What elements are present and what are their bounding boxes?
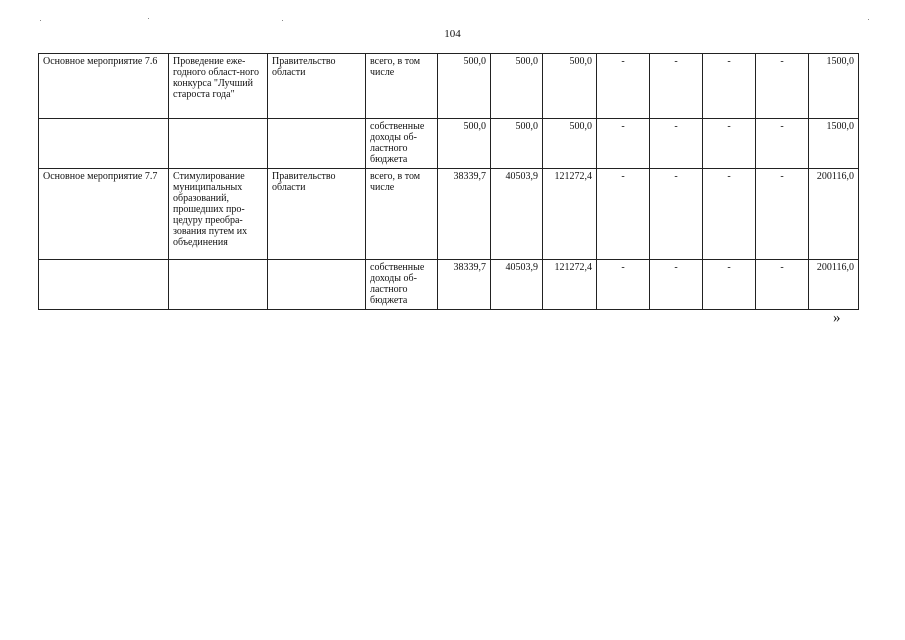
table-row xyxy=(39,119,859,169)
activity-cell xyxy=(39,119,169,169)
value-cell: 500,0 xyxy=(491,54,543,119)
value-cell: - xyxy=(650,119,703,169)
value-cell: - xyxy=(650,54,703,119)
closing-quote-mark: » xyxy=(833,310,841,326)
value-cell: - xyxy=(597,119,650,169)
value-cell: 121272,4 xyxy=(543,260,597,310)
description-cell xyxy=(169,260,268,310)
activity-cell: Основное мероприятие 7.6 xyxy=(39,54,169,119)
activity-cell: Основное мероприятие 7.7 xyxy=(39,169,169,260)
value-cell: 500,0 xyxy=(543,119,597,169)
value-cell: 500,0 xyxy=(438,119,491,169)
total-cell: 200116,0 xyxy=(809,260,859,310)
value-cell: 38339,7 xyxy=(438,260,491,310)
value-cell: 38339,7 xyxy=(438,169,491,260)
page-number: 104 xyxy=(444,28,461,40)
budget-table xyxy=(38,53,859,310)
executor-cell: Правительство области xyxy=(268,169,366,260)
description-cell: Стимулирование муниципальных образований, прошедших про-цедуру преобра-зования путем их объединения xyxy=(169,169,268,260)
funding-source-cell: всего, в том числе xyxy=(366,54,438,119)
table-row xyxy=(39,169,859,260)
total-cell: 1500,0 xyxy=(809,54,859,119)
value-cell: - xyxy=(650,260,703,310)
value-cell: - xyxy=(756,169,809,260)
description-cell xyxy=(169,119,268,169)
value-cell: - xyxy=(703,169,756,260)
value-cell: 40503,9 xyxy=(491,260,543,310)
scan-artifact xyxy=(40,20,41,21)
executor-cell xyxy=(268,260,366,310)
value-cell: - xyxy=(703,119,756,169)
table-row xyxy=(39,54,859,119)
scan-artifact xyxy=(868,19,869,20)
activity-cell xyxy=(39,260,169,310)
value-cell: 500,0 xyxy=(491,119,543,169)
value-cell: - xyxy=(597,169,650,260)
description-cell: Проведение еже-годного област-ного конкурса "Лучший староста года" xyxy=(169,54,268,119)
value-cell: - xyxy=(597,54,650,119)
funding-source-cell: собственные доходы об-ластного бюджета xyxy=(366,260,438,310)
funding-source-cell: всего, в том числе xyxy=(366,169,438,260)
total-cell: 1500,0 xyxy=(809,119,859,169)
total-cell: 200116,0 xyxy=(809,169,859,260)
value-cell: 121272,4 xyxy=(543,169,597,260)
value-cell: - xyxy=(703,260,756,310)
value-cell: 500,0 xyxy=(543,54,597,119)
value-cell: 40503,9 xyxy=(491,169,543,260)
value-cell: - xyxy=(703,54,756,119)
scan-artifact xyxy=(282,20,283,21)
value-cell: - xyxy=(756,260,809,310)
value-cell: - xyxy=(597,260,650,310)
value-cell: - xyxy=(756,119,809,169)
executor-cell: Правительство области xyxy=(268,54,366,119)
funding-source-cell: собственные доходы об-ластного бюджета xyxy=(366,119,438,169)
table-row xyxy=(39,260,859,310)
value-cell: - xyxy=(650,169,703,260)
executor-cell xyxy=(268,119,366,169)
value-cell: - xyxy=(756,54,809,119)
value-cell: 500,0 xyxy=(438,54,491,119)
scan-artifact xyxy=(148,18,149,19)
